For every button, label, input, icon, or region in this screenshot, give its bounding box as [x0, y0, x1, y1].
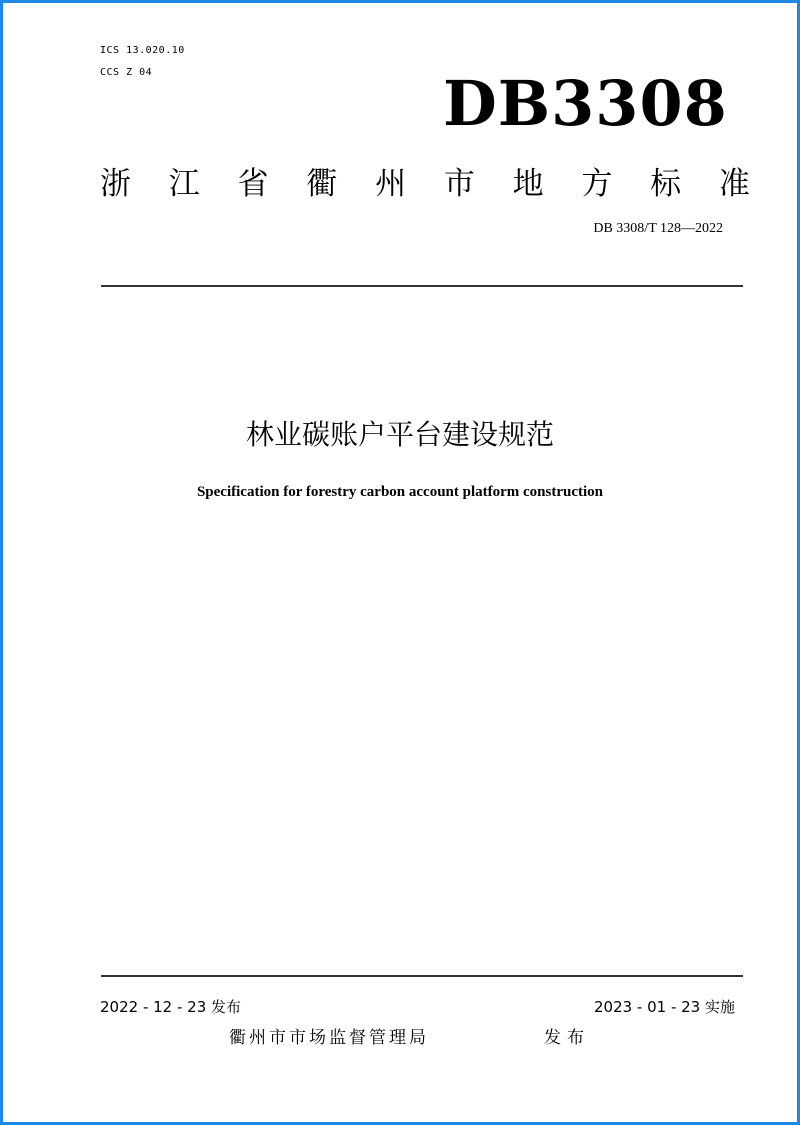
- standard-mark: DB3308: [443, 67, 728, 140]
- standard-type-char: 省: [237, 166, 269, 202]
- implement-date: 2023 - 01 - 23 实施: [593, 998, 735, 1016]
- standard-type-char: 方: [581, 166, 613, 202]
- publish-date: 2022 - 12 - 23 发布: [100, 998, 242, 1016]
- standard-type-char: 地: [512, 166, 544, 202]
- standard-type-char: 标: [650, 166, 682, 202]
- standard-type-char: 准: [718, 166, 750, 202]
- standard-type-char: 衢: [306, 166, 338, 202]
- top-divider: [101, 285, 743, 287]
- bottom-divider: [101, 975, 743, 977]
- document-title-zh: 林业碳账户平台建设规范: [245, 418, 554, 451]
- standard-code: DB 3308/T 128—2022: [593, 221, 723, 236]
- ics-code: ICS 13.020.10: [100, 45, 185, 56]
- ccs-code: CCS Z 04: [100, 67, 153, 78]
- standard-type-char: 州: [375, 166, 407, 202]
- standard-type: [100, 158, 750, 203]
- standard-type-char: 江: [168, 166, 200, 202]
- issuing-authority: 衢州市市场监督管理局: [229, 1028, 429, 1048]
- issue-label: 发布: [544, 1028, 590, 1048]
- document-title-en: Specification for forestry carbon account platform construction: [196, 484, 604, 500]
- standard-type-char: 浙: [100, 166, 131, 202]
- standard-type-char: 市: [443, 166, 475, 202]
